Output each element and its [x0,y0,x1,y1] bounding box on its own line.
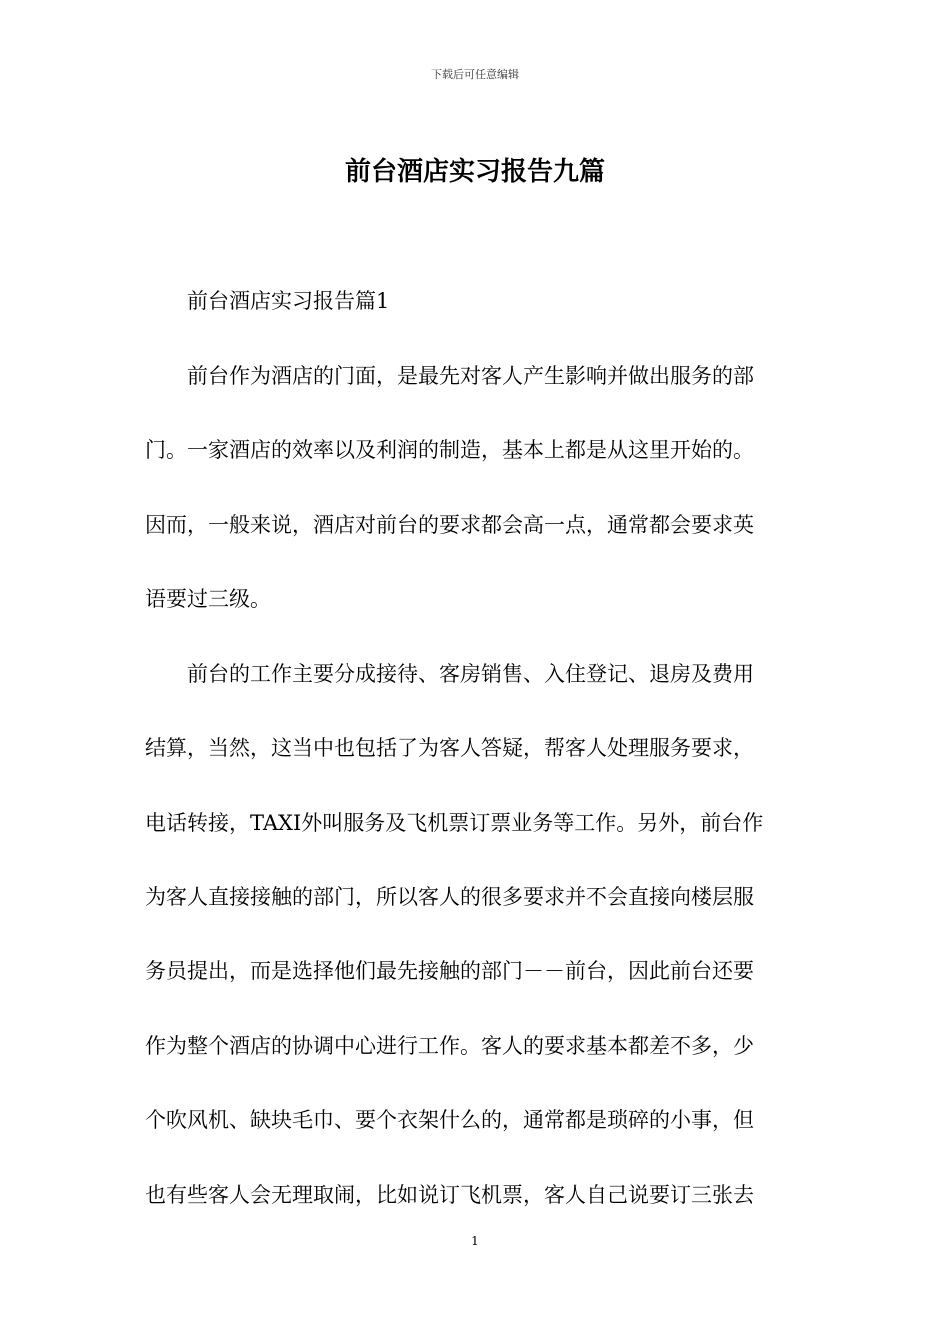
paragraph-line: 为客人直接接触的部门，所以客人的很多要求并不会直接向楼层服 [145,885,754,909]
document-title: 前台酒店实习报告九篇 [344,157,605,187]
paragraph-line: 电话转接，TAXI外叫服务及飞机票订票业务等工作。另外，前台作 [145,811,764,835]
paragraph-line: 前台的工作主要分成接待、客房销售、入住登记、退房及费用 [187,662,754,686]
page-number: 1 [471,1234,479,1248]
paragraph-line: 作为整个酒店的协调中心进行工作。客人的要求基本都差不多，少 [145,1034,754,1058]
paragraph-line: 前台作为酒店的门面，是最先对客人产生影响并做出服务的部 [187,364,754,388]
paragraph-line: 务员提出，而是选择他们最先接触的部门－－前台，因此前台还要 [145,959,754,983]
paragraph-line: 结算，当然，这当中也包括了为客人答疑，帮客人处理服务要求， [145,736,754,760]
header-note: 下载后可任意编辑 [431,68,519,81]
section-heading: 前台酒店实习报告篇1 [187,289,390,313]
paragraph-line: 语要过三级。 [145,587,271,611]
paragraph-line: 门。一家酒店的效率以及利润的制造，基本上都是从这里开始的。 [145,438,754,462]
paragraph-line: 因而，一般来说，酒店对前台的要求都会高一点，通常都会要求英 [145,513,754,537]
paragraph-line: 个吹风机、缺块毛巾、要个衣架什么的，通常都是琐碎的小事，但 [145,1108,754,1132]
paragraph-line: 也有些客人会无理取闹，比如说订飞机票，客人自己说要订三张去 [145,1183,754,1207]
